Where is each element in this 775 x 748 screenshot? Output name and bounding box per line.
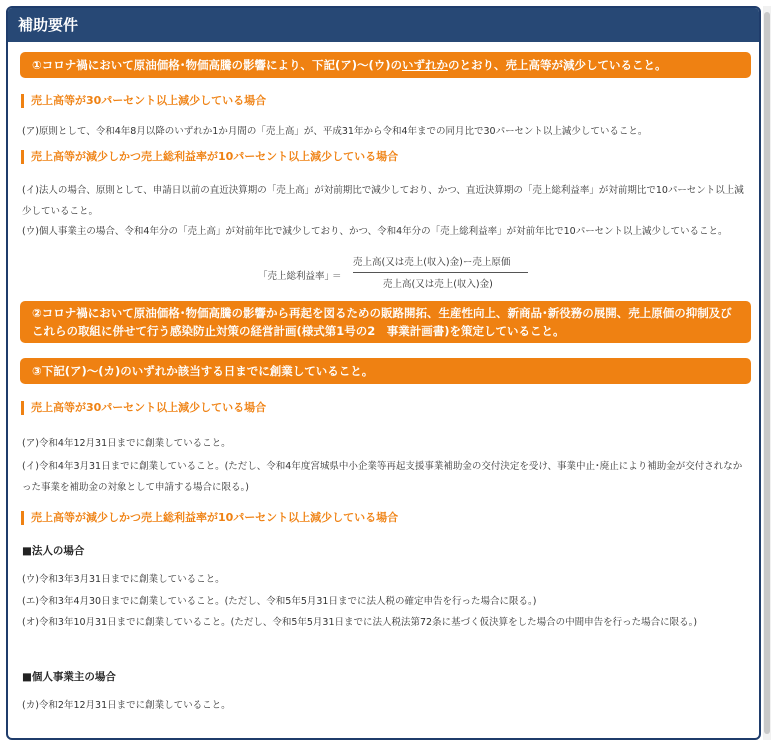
requirement-2-banner <box>20 301 751 343</box>
r3-item-e: (エ)令和3年4月30日までに創業していること。(ただし、令和5年5月31日までに法人税の確定申告を行った場合に限る。) <box>22 596 537 607</box>
r1-item-a: (ア)原則として、令和4年8月以降のいずれか1か月間の「売上高」が、平成31年から令和4年までの同月比で30パーセント以上減少していること。 <box>22 126 648 137</box>
r3-subheading-margin: 売上高等が減少しかつ売上総利益率が10パーセント以上減少している場合 <box>21 511 398 525</box>
requirement-3-banner <box>20 358 751 384</box>
scrollbar-thumb[interactable] <box>764 12 770 734</box>
formula-label: 「売上総利益率」 <box>258 271 335 282</box>
vertical-scrollbar[interactable] <box>763 6 771 740</box>
r3-item-a: (ア)令和4年12月31日までに創業していること。 <box>22 438 231 449</box>
r3-item-o: (オ)令和3年10月31日までに創業していること。(ただし、令和5年5月31日までに法人税法第72条に基づく仮決算をした場合の中間申告を行った場合に限る。) <box>22 617 698 628</box>
r3-subheading-30pct: 売上高等が30パーセント以上減少している場合 <box>21 401 266 415</box>
requirement-1-banner <box>20 52 751 78</box>
r3-item-u: (ウ)令和3年3月31日までに創業していること。 <box>22 574 225 585</box>
r1-item-u: (ウ)個人事業主の場合、令和4年分の「売上高」が対前年比で減少しており、かつ、令和4年分の「売上総利益率」が対前年比で10パーセント以上減少していること。 <box>22 226 728 237</box>
panel-title: 補助要件 <box>8 8 759 42</box>
r3-item-ka: (カ)令和2年12月31日までに創業していること。 <box>22 700 231 711</box>
formula-denominator: 売上高(又は売上(収入)金) <box>383 279 493 290</box>
requirement-3-text: ③下記(ア)～(カ)のいずれか該当する日までに創業していること。 <box>32 364 374 378</box>
requirement-1-text: ①コロナ禍において原油価格･物価高騰の影響により、下記(ア)～(ウ)のいずれかのとおり、売上高等が減少していること。 <box>32 58 667 72</box>
requirement-1-emphasis: いずれか <box>402 58 449 72</box>
r1-subheading-margin: 売上高等が減少しかつ売上総利益率が10パーセント以上減少している場合 <box>21 150 398 164</box>
corporation-heading: ■法人の場合 <box>22 545 85 557</box>
r1-subheading-30pct: 売上高等が30パーセント以上減少している場合 <box>21 94 266 108</box>
sole-proprietor-heading: ■個人事業主の場合 <box>22 671 116 683</box>
requirements-panel <box>6 6 761 740</box>
r3-item-i: (イ)令和4年3月31日までに創業していること。(ただし、令和4年度宮城県中小企業等再起支援事業補助金の交付決定を受け、事業中止･廃止により補助金が交付されなかった事業を補助金の対象として申請する場合に限る。) <box>22 461 743 493</box>
formula-numerator: 売上高(又は売上(収入)金)ー売上原価 <box>353 257 511 268</box>
r1-item-i: (イ)法人の場合、原則として、申請日以前の直近決算期の「売上高」が対前期比で減少しており、かつ、直近決算期の「売上総利益率」が対前期比で10パーセント以上減少していること。 <box>22 185 744 217</box>
requirement-2-text: ②コロナ禍において原油価格･物価高騰の影響から再起を図るための販路開拓、生産性向上、新商品･新役務の展開、売上原価の抑制及びこれらの取組に併せて行う感染防止対策の経営計画(様式第1号の2 事業計画書)を策定していること。 <box>32 306 732 338</box>
formula-fraction-bar <box>353 272 528 273</box>
formula-equals: ＝ <box>332 271 342 282</box>
